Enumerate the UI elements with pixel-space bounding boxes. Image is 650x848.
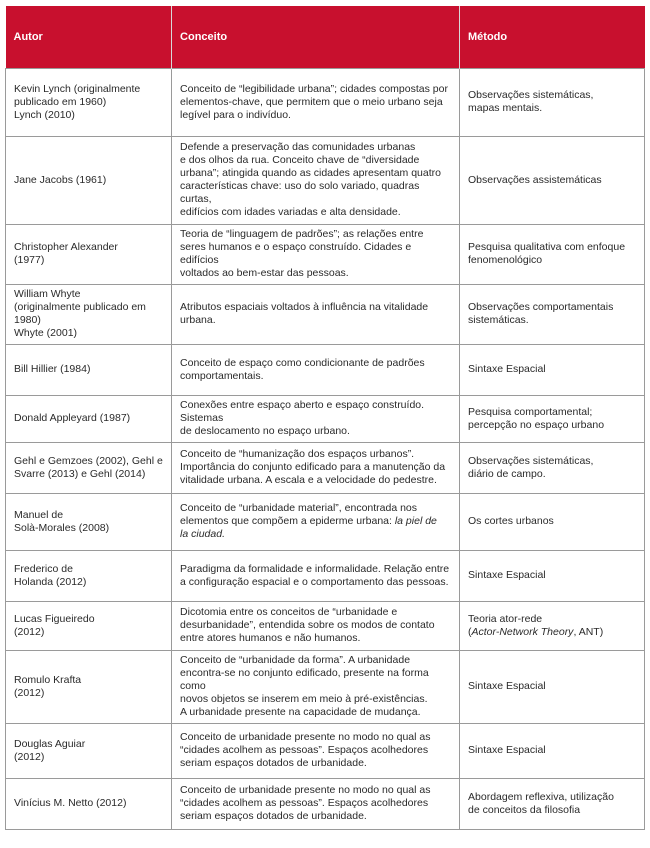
conceito-line: características chave: uso do solo variado, quadras curtas, bbox=[180, 180, 420, 205]
metodo-line: Sintaxe Espacial bbox=[468, 569, 546, 581]
conceito-line: Conceito de “legibilidade urbana”; cidades compostas por bbox=[180, 82, 448, 95]
table-row bbox=[6, 494, 645, 551]
header-conceito: Conceito bbox=[172, 6, 460, 69]
cell-conceito bbox=[172, 602, 460, 651]
table-row bbox=[6, 779, 645, 830]
cell-autor bbox=[6, 69, 172, 137]
metodo-line: Sintaxe Espacial bbox=[468, 680, 546, 692]
metodo-line: Pesquisa qualitativa com enfoque bbox=[468, 241, 626, 253]
concept-line: Conceito de “urbanidade material”, encontrada nos bbox=[180, 502, 418, 514]
metodo-line: mapas mentais. bbox=[468, 102, 543, 114]
autor-line: Lucas Figueiredo bbox=[14, 612, 95, 625]
cell-autor bbox=[6, 651, 172, 724]
table-row bbox=[6, 225, 645, 285]
metodo-line: de conceitos da filosofia bbox=[468, 803, 581, 816]
cell-autor bbox=[6, 724, 172, 779]
autor-line: Svarre (2013) e Gehl (2014) bbox=[14, 467, 146, 480]
cell-metodo: Teoria ator-rede (Actor-Network Theory, ANT) bbox=[460, 602, 645, 651]
cell-metodo bbox=[460, 285, 645, 345]
autor-line: Holanda (2012) bbox=[14, 575, 87, 588]
conceito-line: vitalidade urbana. A escala e a velocidade do pedestre. bbox=[180, 474, 437, 486]
metodo-line: Observações sistemáticas, bbox=[468, 89, 594, 101]
cell-conceito bbox=[172, 225, 460, 285]
authors-table-container bbox=[5, 6, 645, 830]
table-header-row bbox=[6, 6, 645, 69]
conceito-line: encontra-se no conjunto edificado, presente na forma como bbox=[180, 667, 429, 692]
metodo-line: fenomenológico bbox=[468, 254, 543, 266]
conceito-line: voltados ao bem-estar das pessoas. bbox=[180, 267, 349, 279]
method-line: , ANT) bbox=[573, 625, 604, 638]
conceito-line: novos objetos se inserem em meio à pré-existências. bbox=[180, 693, 428, 705]
table-body bbox=[6, 69, 645, 830]
concept-italic: la piel de bbox=[394, 515, 437, 527]
cell-metodo bbox=[460, 494, 645, 551]
conceito-line: Atributos espaciais voltados à influência na vitalidade bbox=[180, 301, 429, 313]
method-italic: Actor-Network Theory bbox=[471, 625, 574, 638]
conceito-line: Importância do conjunto edificado para a manutenção da bbox=[180, 461, 446, 473]
cell-conceito bbox=[172, 494, 460, 551]
autor-line: Vinícius M. Netto (2012) bbox=[14, 797, 127, 809]
metodo-line: diário de campo. bbox=[468, 467, 546, 480]
autor-line: Kevin Lynch (originalmente bbox=[14, 82, 141, 95]
table-row bbox=[6, 724, 645, 779]
conceito-line: Conceito de “humanização dos espaços urbanos”. bbox=[180, 448, 415, 460]
cell-conceito bbox=[172, 779, 460, 830]
conceito-line: legível para o indivíduo. bbox=[180, 108, 291, 121]
conceito-line: Conexões entre espaço aberto e espaço construído. Sistemas bbox=[180, 399, 425, 424]
table-row bbox=[6, 443, 645, 494]
metodo-line: Pesquisa comportamental; bbox=[468, 405, 593, 418]
concept-italic: la ciudad. bbox=[180, 528, 225, 540]
cell-conceito bbox=[172, 69, 460, 137]
table-row bbox=[6, 285, 645, 345]
conceito-line: Dicotomia entre os conceitos de “urbanidade e bbox=[180, 606, 398, 618]
autor-line: Lynch (2010) bbox=[14, 108, 75, 121]
cell-metodo bbox=[460, 345, 645, 396]
cell-conceito bbox=[172, 396, 460, 443]
table-row bbox=[6, 651, 645, 724]
autor-line: Donald Appleyard (1987) bbox=[14, 412, 131, 424]
conceito-line: comportamentais. bbox=[180, 369, 264, 382]
cell-autor bbox=[6, 779, 172, 830]
conceito-line: A urbanidade presente na capacidade de mudança. bbox=[180, 706, 421, 718]
cell-autor bbox=[6, 345, 172, 396]
cell-metodo bbox=[460, 779, 645, 830]
cell-autor bbox=[6, 285, 172, 345]
metodo-line: Abordagem reflexiva, utilização bbox=[468, 790, 614, 803]
conceito-line: entre atores humanos e não humanos. bbox=[180, 632, 361, 644]
conceito-line: Conceito de “urbanidade da forma”. A urbanidade bbox=[180, 654, 411, 666]
autor-line: Jane Jacobs (1961) bbox=[14, 173, 107, 186]
cell-autor bbox=[6, 137, 172, 225]
conceito-line: elementos-chave, que permitem que o meio urbano seja bbox=[180, 95, 443, 108]
conceito-line: “cidades acolhem as pessoas”. Espaços acolhedores bbox=[180, 744, 429, 756]
metodo-line: Observações assistemáticas bbox=[468, 173, 602, 186]
cell-autor bbox=[6, 225, 172, 285]
autor-line: (2012) bbox=[14, 625, 45, 638]
conceito-line: seres humanos e o espaço construído. Cidades e edifícios bbox=[180, 241, 412, 266]
cell-metodo bbox=[460, 551, 645, 602]
table-row bbox=[6, 345, 645, 396]
cell-autor bbox=[6, 443, 172, 494]
metodo-line: Sintaxe Espacial bbox=[468, 744, 546, 756]
conceito-line: urbana. bbox=[180, 314, 216, 326]
autor-line: Frederico de bbox=[14, 562, 73, 575]
conceito-line: Conceito de espaço como condicionante de padrões bbox=[180, 356, 425, 369]
table-row bbox=[6, 602, 645, 651]
autor-line: (1977) bbox=[14, 254, 45, 266]
cell-metodo bbox=[460, 137, 645, 225]
autor-line: William Whyte bbox=[14, 288, 81, 300]
metodo-line: Os cortes urbanos bbox=[468, 515, 554, 527]
cell-conceito bbox=[172, 285, 460, 345]
conceito-line: Paradigma da formalidade e informalidade. Relação entre bbox=[180, 562, 450, 575]
cell-conceito bbox=[172, 345, 460, 396]
metodo-line: Observações comportamentais bbox=[468, 301, 614, 313]
cell-conceito bbox=[172, 137, 460, 225]
conceito-line: Conceito de urbanidade presente no modo no qual as bbox=[180, 731, 431, 743]
autor-line: (2012) bbox=[14, 750, 45, 763]
cell-conceito bbox=[172, 724, 460, 779]
table-row bbox=[6, 137, 645, 225]
cell-metodo bbox=[460, 443, 645, 494]
cell-conceito bbox=[172, 651, 460, 724]
metodo-line: percepção no espaço urbano bbox=[468, 418, 605, 431]
conceito-line: e dos olhos da rua. Conceito chave de “diversidade bbox=[180, 154, 420, 166]
header-autor: Autor bbox=[6, 6, 172, 69]
authors-table bbox=[5, 6, 645, 830]
method-line: Teoria ator-rede bbox=[468, 612, 543, 625]
autor-line: Douglas Aguiar bbox=[14, 737, 86, 750]
autor-line: Gehl e Gemzoes (2002), Gehl e bbox=[14, 454, 163, 467]
cell-metodo bbox=[460, 225, 645, 285]
cell-conceito bbox=[172, 443, 460, 494]
autor-line: Christopher Alexander bbox=[14, 241, 118, 253]
cell-metodo bbox=[460, 651, 645, 724]
metodo-line: sistemáticas. bbox=[468, 314, 529, 326]
conceito-line: de deslocamento no espaço urbano. bbox=[180, 425, 350, 437]
conceito-line: Teoria de “linguagem de padrões”; as relações entre bbox=[180, 228, 424, 240]
cell-conceito bbox=[172, 551, 460, 602]
conceito-line: seriam espaços dotados de urbanidade. bbox=[180, 757, 367, 769]
conceito-line: “cidades acolhem as pessoas”. Espaços acolhedores bbox=[180, 797, 429, 809]
cell-metodo bbox=[460, 724, 645, 779]
conceito-line: seriam espaços dotados de urbanidade. bbox=[180, 810, 367, 822]
conceito-line: Conceito de urbanidade presente no modo no qual as bbox=[180, 784, 431, 796]
autor-line: Bill Hillier (1984) bbox=[14, 363, 91, 375]
autor-line: Manuel de bbox=[14, 508, 64, 521]
autor-line: Romulo Krafta bbox=[14, 673, 82, 686]
cell-metodo bbox=[460, 396, 645, 443]
table-row bbox=[6, 69, 645, 137]
cell-autor bbox=[6, 602, 172, 651]
conceito-line: urbana”; atingida quando as cidades apresentam quatro bbox=[180, 167, 441, 179]
autor-line: Whyte (2001) bbox=[14, 327, 78, 339]
concept-line: elementos que compõem a epiderme urbana: bbox=[180, 515, 395, 527]
conceito-line: desurbanidade”, entendida sobre os modos de contato bbox=[180, 619, 435, 631]
autor-line: (2012) bbox=[14, 686, 45, 699]
table-row bbox=[6, 396, 645, 443]
cell-autor bbox=[6, 494, 172, 551]
header-metodo: Método bbox=[460, 6, 645, 69]
cell-metodo bbox=[460, 69, 645, 137]
conceito-line: a configuração espacial e o comportamento das pessoas. bbox=[180, 575, 449, 588]
metodo-line: Observações sistemáticas, bbox=[468, 454, 594, 467]
conceito-line: Defende a preservação das comunidades urbanas bbox=[180, 141, 416, 153]
cell-autor bbox=[6, 396, 172, 443]
autor-line: publicado em 1960) bbox=[14, 95, 107, 108]
autor-line: Solà-Morales (2008) bbox=[14, 521, 110, 534]
conceito-line: edifícios com idades variadas e alta densidade. bbox=[180, 206, 401, 218]
cell-autor bbox=[6, 551, 172, 602]
table-row bbox=[6, 551, 645, 602]
autor-line: (originalmente publicado em 1980) bbox=[14, 301, 146, 326]
metodo-line: Sintaxe Espacial bbox=[468, 363, 546, 375]
